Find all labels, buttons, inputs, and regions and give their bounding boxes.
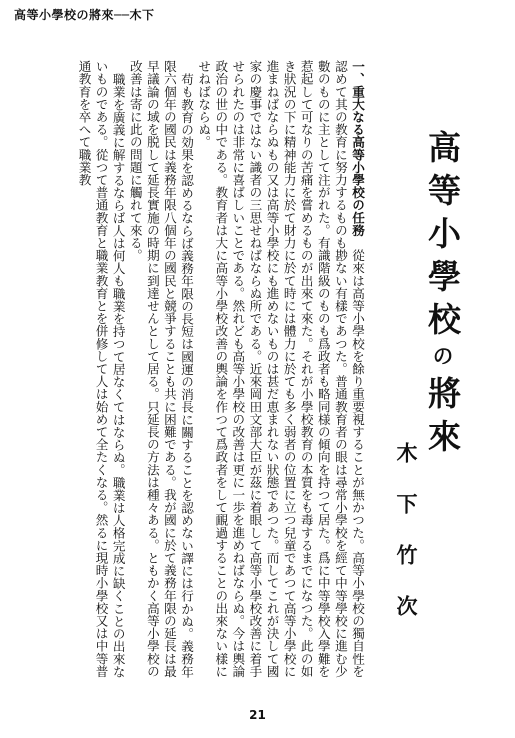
paragraph-3: 職業を廣義に解するならば人は何人も職業を持つて居なくてはならぬ。職業は人格完成に缺くことの出來ないものである。從つて普通教育と職業教育とを併修して人は始めて全たくなる。然るに現時小學校又は中等普通教育を卒へて職業教 bbox=[76, 60, 126, 678]
title-main: 高等小學校 bbox=[423, 130, 462, 345]
author-name: 木下竹次 bbox=[394, 442, 419, 646]
page-number: 21 bbox=[249, 708, 266, 722]
paragraph-1 bbox=[195, 60, 366, 688]
title-end: 將來 bbox=[423, 376, 462, 462]
article-body bbox=[6, 60, 366, 688]
running-head: 高等小學校の將來──木下 bbox=[14, 8, 155, 22]
article-title bbox=[423, 130, 462, 462]
section-heading: 一、重大なる高等小學校の任務 bbox=[350, 60, 365, 237]
paragraph-2: 苟も教育の効果を認めるならば義務年限の長短は國運の消長に關することを認めない譯には行かぬ。義務年限六個年の國民は義務年限八個年の國民と競爭することも共に困難である。我が國に於て義務年限の延長は最早議論の域を脱して延長實施の時期に到達せんとして居る。只延長の方法は種々ある。ともかく高等小學校の改善は寄に此の問題に觸れて來る。 bbox=[127, 60, 195, 678]
paragraph-1-text: 從來は高等小學校を餘り重要視することが無かつた。高等小學校の獨自性を認めて其の教育に努力するものも尠ない有樣であつた。普通教育者の眼は尋常小學校を經て中等學校に進む少數のものに主として注がれた。有識階級のものも爲政者も略同様の傾向を持つて居た。爲に中等學校入學難を惹起して可なりの苦痛を嘗めるものが出來て來た。それが小學校教育の本質をも毒するまでになつた。此の如き狀況の下に精神能力に於て財力に於て時には體力に於ても多く弱者の位置に立つ兒童であつて高等小學校に進まねばならぬもの又は高等小學校にも進めないものは甚だ恵まれない狀態であつた。而してこれが決して國家の慶事ではない識者の三思せねばならぬ所である。近來岡田文部大臣が茲に着眼して高等小學校改善に着手せられたのは非常に喜ばしいことである。然れども高等小學校の改善は更に一歩を進めねばならぬ。今は輿論政治の世の中である。教育者は大に高等小學校改善の輿論を作つて爲政者をして靦過することの出來ない樣にせねばならぬ。 bbox=[196, 60, 365, 678]
title-particle: の bbox=[430, 345, 455, 376]
